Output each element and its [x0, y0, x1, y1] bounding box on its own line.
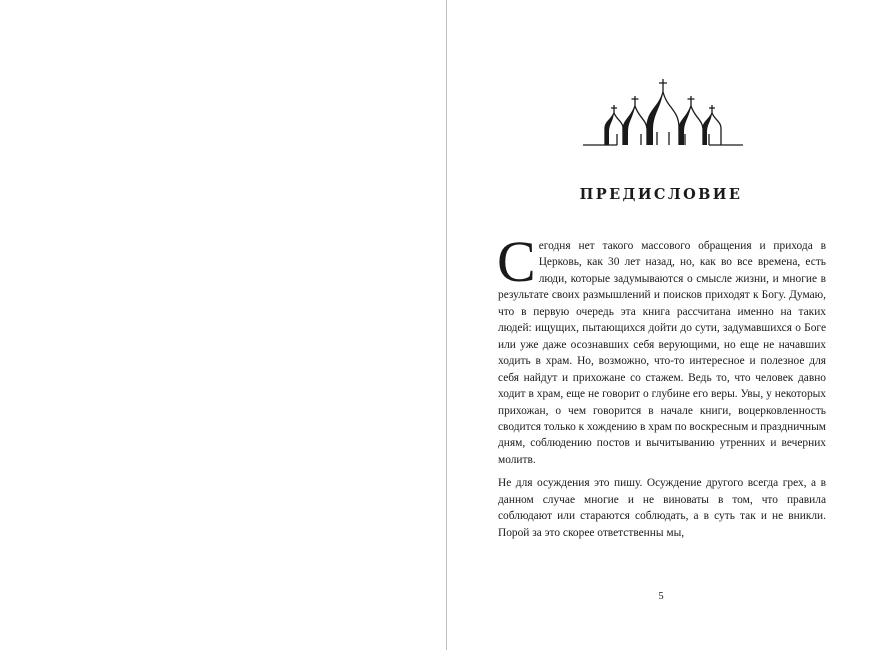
body-text	[497, 229, 826, 548]
paragraph-2: Не для осуждения это пишу. Осуждение другого всегда грех, а в данном случае многие и не виноваты в том, что правила соблюдают или стараются соблюдать, а в суть так и не вникли. Порой за это скорее ответственны мы,	[498, 477, 826, 539]
page-number: 5	[658, 591, 664, 602]
church-domes-icon	[581, 76, 745, 148]
paragraph-1-text: егодня нет такого массового обращения и прихода в Церковь, как 30 лет назад, но, как во все времена, есть люди, которые задумываются о смысле жизни, и многие в результате своих размышлений и поисков приходят к Богу. Думаю, что в первую очередь эта книга рассчитана именно на таких людей: ищущих, пытающихся дойти до сути, задумавшихся о Боге или уже даже осознавших себя верующими, но еще не начавших ходить в храм. Но, возможно, что-то интересное и полезное для себя найдут и прихожане со стажем. Ведь то, что человек давно ходит в храм, еще не говорит о глубине его веры. Увы, у некоторых прихожан, о чем говорится в начале книги, воцерковленность сводится только к хождению в храм по воскресным и праздничным дням, соблюдению постов и вычитыванию утренних и вечерних молитв.	[498, 240, 826, 466]
page-title: ПРЕДИСЛОВИЕ	[579, 186, 743, 203]
drop-cap: С	[497, 229, 536, 294]
paragraph-1	[497, 229, 826, 468]
right-page	[447, 0, 890, 650]
